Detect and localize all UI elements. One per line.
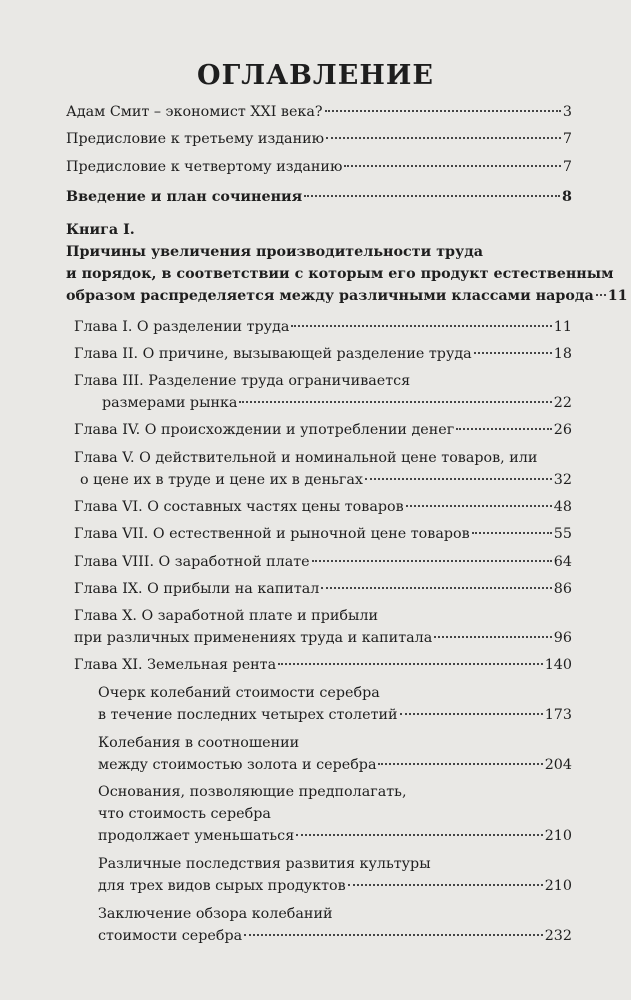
toc-page-number: 64: [553, 554, 572, 570]
toc-page-number: 22: [553, 395, 572, 411]
toc-entry-text: Введение и план сочинения: [66, 189, 303, 205]
toc-entry-text: Колебания в соотношении: [98, 735, 300, 751]
dot-leader: [304, 195, 560, 197]
toc-entry: [74, 419, 572, 441]
toc-entry-text: Заключение обзора колебаний: [98, 906, 333, 922]
toc-entry-text: Глава I. О разделении труда: [74, 319, 290, 335]
toc-page-number: 7: [562, 131, 572, 147]
toc-entry-text: стоимости серебра: [98, 928, 243, 944]
dot-leader: [239, 401, 551, 403]
toc-entry-line: [66, 101, 572, 123]
toc-entry-line: [74, 654, 572, 676]
toc-entry-text: Глава VI. О составных частях цены товаров: [74, 499, 404, 515]
toc-entry-line: [66, 128, 572, 150]
toc-entry-text: Глава V. О действительной и номинальной цене товаров, или: [74, 450, 538, 466]
toc-entry: [74, 316, 572, 338]
toc-entry-text: Основания, позволяющие предполагать,: [98, 784, 407, 800]
toc-entry-line: [98, 925, 572, 947]
toc-entry: [98, 732, 572, 776]
toc-entry-line: [74, 447, 572, 469]
toc-entry-text: о цене их в труде и цене их в деньгах: [80, 472, 363, 488]
toc-page-number: 232: [544, 928, 572, 944]
toc-page-number: 173: [544, 707, 572, 723]
toc-entry-line: [98, 903, 572, 925]
dot-leader: [344, 165, 560, 167]
toc-entry-text: Глава III. Разделение труда ограничивается: [74, 373, 411, 389]
page-title: ОГЛАВЛЕНИЕ: [197, 60, 434, 91]
toc-entry: [74, 523, 572, 545]
toc-page-number: 7: [562, 159, 572, 175]
toc-page-number: 210: [544, 828, 572, 844]
toc-entry-text: Глава XI. Земельная рента: [74, 657, 277, 673]
toc-page-number: 48: [553, 499, 572, 515]
toc-entry: [98, 781, 572, 847]
toc-entry-text: Глава VII. О естественной и рыночной цене товаров: [74, 526, 470, 542]
toc-entry: [66, 219, 572, 241]
toc-page-number: 11: [553, 319, 572, 335]
toc-entry-line: [74, 392, 572, 414]
dot-leader: [291, 325, 551, 327]
toc-entry-line: [74, 316, 572, 338]
toc-page-number: 32: [553, 472, 572, 488]
toc-entry-line: [74, 343, 572, 365]
toc-page-number: 26: [553, 422, 572, 438]
toc-entry-text: Адам Смит – экономист XXI века?: [66, 104, 323, 120]
dot-leader: [456, 428, 552, 430]
toc-page-number: 3: [562, 104, 572, 120]
toc-entry-line: [74, 469, 572, 491]
toc-entry-text: в течение последних четырех столетий: [98, 707, 398, 723]
toc-entry: [74, 654, 572, 676]
toc-entry: [66, 128, 572, 150]
toc-entry-text: Глава IX. О прибыли на капитал: [74, 581, 320, 597]
dot-leader: [434, 636, 552, 638]
toc-entry-text: Глава VIII. О заработной плате: [74, 554, 310, 570]
toc-entry-text: при различных применениях труда и капитала: [74, 630, 433, 646]
toc-entry: [98, 682, 572, 726]
toc-entry-text: образом распределяется между различными классами народа: [66, 288, 594, 304]
toc-entry-line: [74, 627, 572, 649]
toc-entry-text: Предисловие к третьему изданию: [66, 131, 325, 147]
toc-entry: [74, 370, 572, 414]
toc-entry-text: между стоимостью золота и серебра: [98, 757, 377, 773]
toc-page-number: 11: [607, 288, 628, 304]
toc-entry-line: [98, 704, 572, 726]
toc-entry-text: размерами рынка: [102, 395, 238, 411]
toc-entry-line: [74, 578, 572, 600]
toc-entry: [74, 578, 572, 600]
toc-entry: [66, 186, 572, 208]
toc-entry-text: продолжает уменьшаться: [98, 828, 295, 844]
dot-leader: [596, 294, 606, 296]
toc-entry-text: Глава IV. О происхождении и употреблении денег: [74, 422, 455, 438]
toc-entry-text: Очерк колебаний стоимости серебра: [98, 685, 380, 701]
toc-entry-line: [74, 523, 572, 545]
toc-page-number: 86: [553, 581, 572, 597]
toc-entry: [98, 853, 572, 897]
toc-entry-line: [74, 551, 572, 573]
toc-entry: [66, 156, 572, 178]
toc-page-number: 55: [553, 526, 572, 542]
dot-leader: [378, 763, 542, 765]
toc-entry-line: [98, 825, 572, 847]
toc-entry-line: [74, 605, 572, 627]
toc-entry: [74, 496, 572, 518]
toc-entry-text: и порядок, в соответствии с которым его продукт естественным: [66, 266, 614, 282]
toc-entry-line: [98, 682, 572, 704]
toc-page-number: 18: [553, 346, 572, 362]
toc-entry-line: [74, 370, 572, 392]
dot-leader: [326, 137, 561, 139]
toc-entry-text: Предисловие к четвертому изданию: [66, 159, 343, 175]
toc-entry-text: Глава II. О причине, вызывающей разделение труда: [74, 346, 472, 362]
toc-entry-text: что стоимость серебра: [98, 806, 271, 822]
toc-entry-line: [66, 241, 572, 263]
toc-entry-line: [98, 875, 572, 897]
toc-entry: [66, 241, 628, 307]
dot-leader: [296, 834, 542, 836]
toc-entry: [98, 903, 572, 947]
toc-page-number: 8: [562, 189, 572, 205]
toc-entry-line: [98, 803, 572, 825]
toc-page-number: 210: [544, 878, 572, 894]
toc-page-number: 204: [544, 757, 572, 773]
toc-entry-line: [98, 853, 572, 875]
toc-page-number: 96: [553, 630, 572, 646]
dot-leader: [406, 505, 552, 507]
dot-leader: [325, 110, 561, 112]
toc-entry-line: [66, 263, 614, 285]
dot-leader: [321, 587, 551, 589]
toc-entry-line: [98, 732, 572, 754]
toc-entry: [74, 605, 572, 649]
toc-entry-text: Причины увеличения производительности труда: [66, 244, 483, 260]
toc-entry-line: [98, 781, 572, 803]
toc-entry: [74, 447, 572, 491]
dot-leader: [400, 713, 543, 715]
toc-entry: [74, 551, 572, 573]
dot-leader: [312, 560, 552, 562]
dot-leader: [348, 884, 543, 886]
toc-entry-line: [66, 285, 628, 307]
toc-entry-line: [66, 156, 572, 178]
toc-entry-text: Глава X. О заработной плате и прибыли: [74, 608, 378, 624]
toc-entry-line: [74, 419, 572, 441]
toc-entry-line: [66, 186, 572, 208]
toc-entry-line: [66, 219, 572, 241]
dot-leader: [472, 532, 552, 534]
dot-leader: [474, 352, 552, 354]
toc-entry: [66, 101, 572, 123]
dot-leader: [365, 478, 552, 480]
toc-page-number: 140: [544, 657, 572, 673]
toc-entry-line: [98, 754, 572, 776]
dot-leader: [278, 663, 543, 665]
dot-leader: [244, 934, 543, 936]
toc-entry: [74, 343, 572, 365]
toc-entry-text: для трех видов сырых продуктов: [98, 878, 346, 894]
toc-entry-text: Книга I.: [66, 222, 135, 238]
toc-entry-line: [74, 496, 572, 518]
toc-entry-text: Различные последствия развития культуры: [98, 856, 431, 872]
